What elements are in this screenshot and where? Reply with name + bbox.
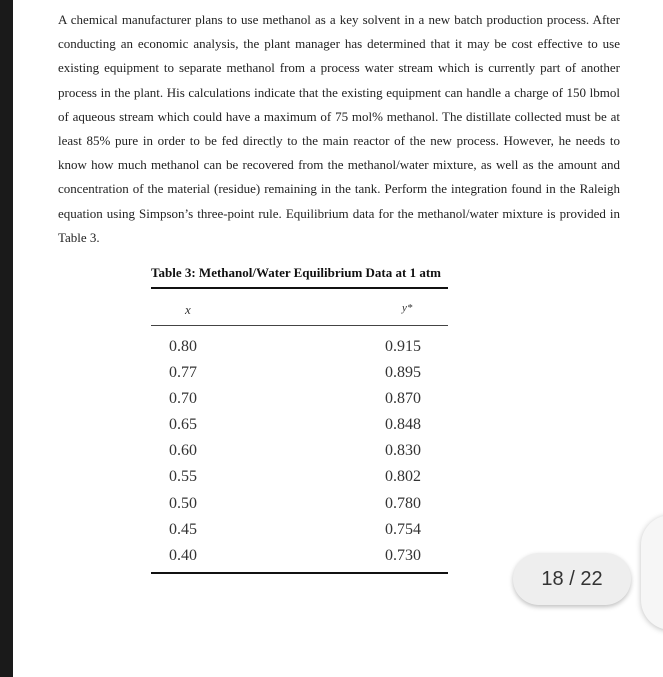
page-indicator: 18 / 22 (513, 553, 631, 605)
scroll-handle[interactable] (641, 515, 663, 630)
column-header-y: y* (402, 302, 413, 314)
table-cell-x: 0.45 (169, 520, 197, 538)
table-cell-y: 0.730 (385, 546, 421, 564)
table-cell-y: 0.848 (385, 416, 421, 434)
document-page (13, 0, 663, 677)
table-cell-x: 0.50 (169, 494, 197, 512)
problem-paragraph: A chemical manufacturer plans to use methanol as a key solvent in a new batch production process. After conducting an economic analysis, the plant manager has determined that it may be cost effective to use existing equipment to separate methanol from a process water stream which is currently part of another process in the plant. His calculations indicate that the existing equipment can handle a charge of 150 lbmol of aqueous stream which could have a maximum of 75 mol% methanol. The distillate collected must be at least 85% pure in order to be fed directly to the main reactor of the new process. However, he needs to know how much methanol can be recovered from the methanol/water mixture, as well as the amount and concentration of the material (residue) remaining in the tank. Perform the integration found in the Raleigh equation using Simpson’s three-point rule. Equilibrium data for the methanol/water mixture is provided in Table 3. (58, 12, 620, 245)
table-cell-y: 0.870 (385, 390, 421, 408)
table-cell-y: 0.754 (385, 520, 421, 538)
table-top-rule (151, 287, 448, 289)
column-header-x: x (185, 302, 191, 317)
table-cell-x: 0.60 (169, 442, 197, 460)
table-cell-y: 0.830 (385, 442, 421, 460)
column-y-values (385, 334, 421, 569)
table-cell-x: 0.80 (169, 338, 197, 355)
table-bottom-rule (151, 572, 448, 574)
table-cell-x: 0.77 (169, 364, 197, 382)
table-cell-y: 0.780 (385, 494, 421, 512)
table-cell-y: 0.802 (385, 468, 421, 486)
table-cell-x: 0.70 (169, 390, 197, 408)
column-x-values (169, 334, 197, 569)
table-cell-x: 0.40 (169, 546, 197, 564)
table-caption: Table 3: Methanol/Water Equilibrium Data at 1 atm (151, 265, 441, 280)
table-cell-y: 0.915 (385, 338, 421, 355)
table-cell-y: 0.895 (385, 364, 421, 382)
table-header-rule (151, 325, 448, 326)
table-cell-x: 0.55 (169, 468, 197, 486)
table-cell-x: 0.65 (169, 416, 197, 434)
